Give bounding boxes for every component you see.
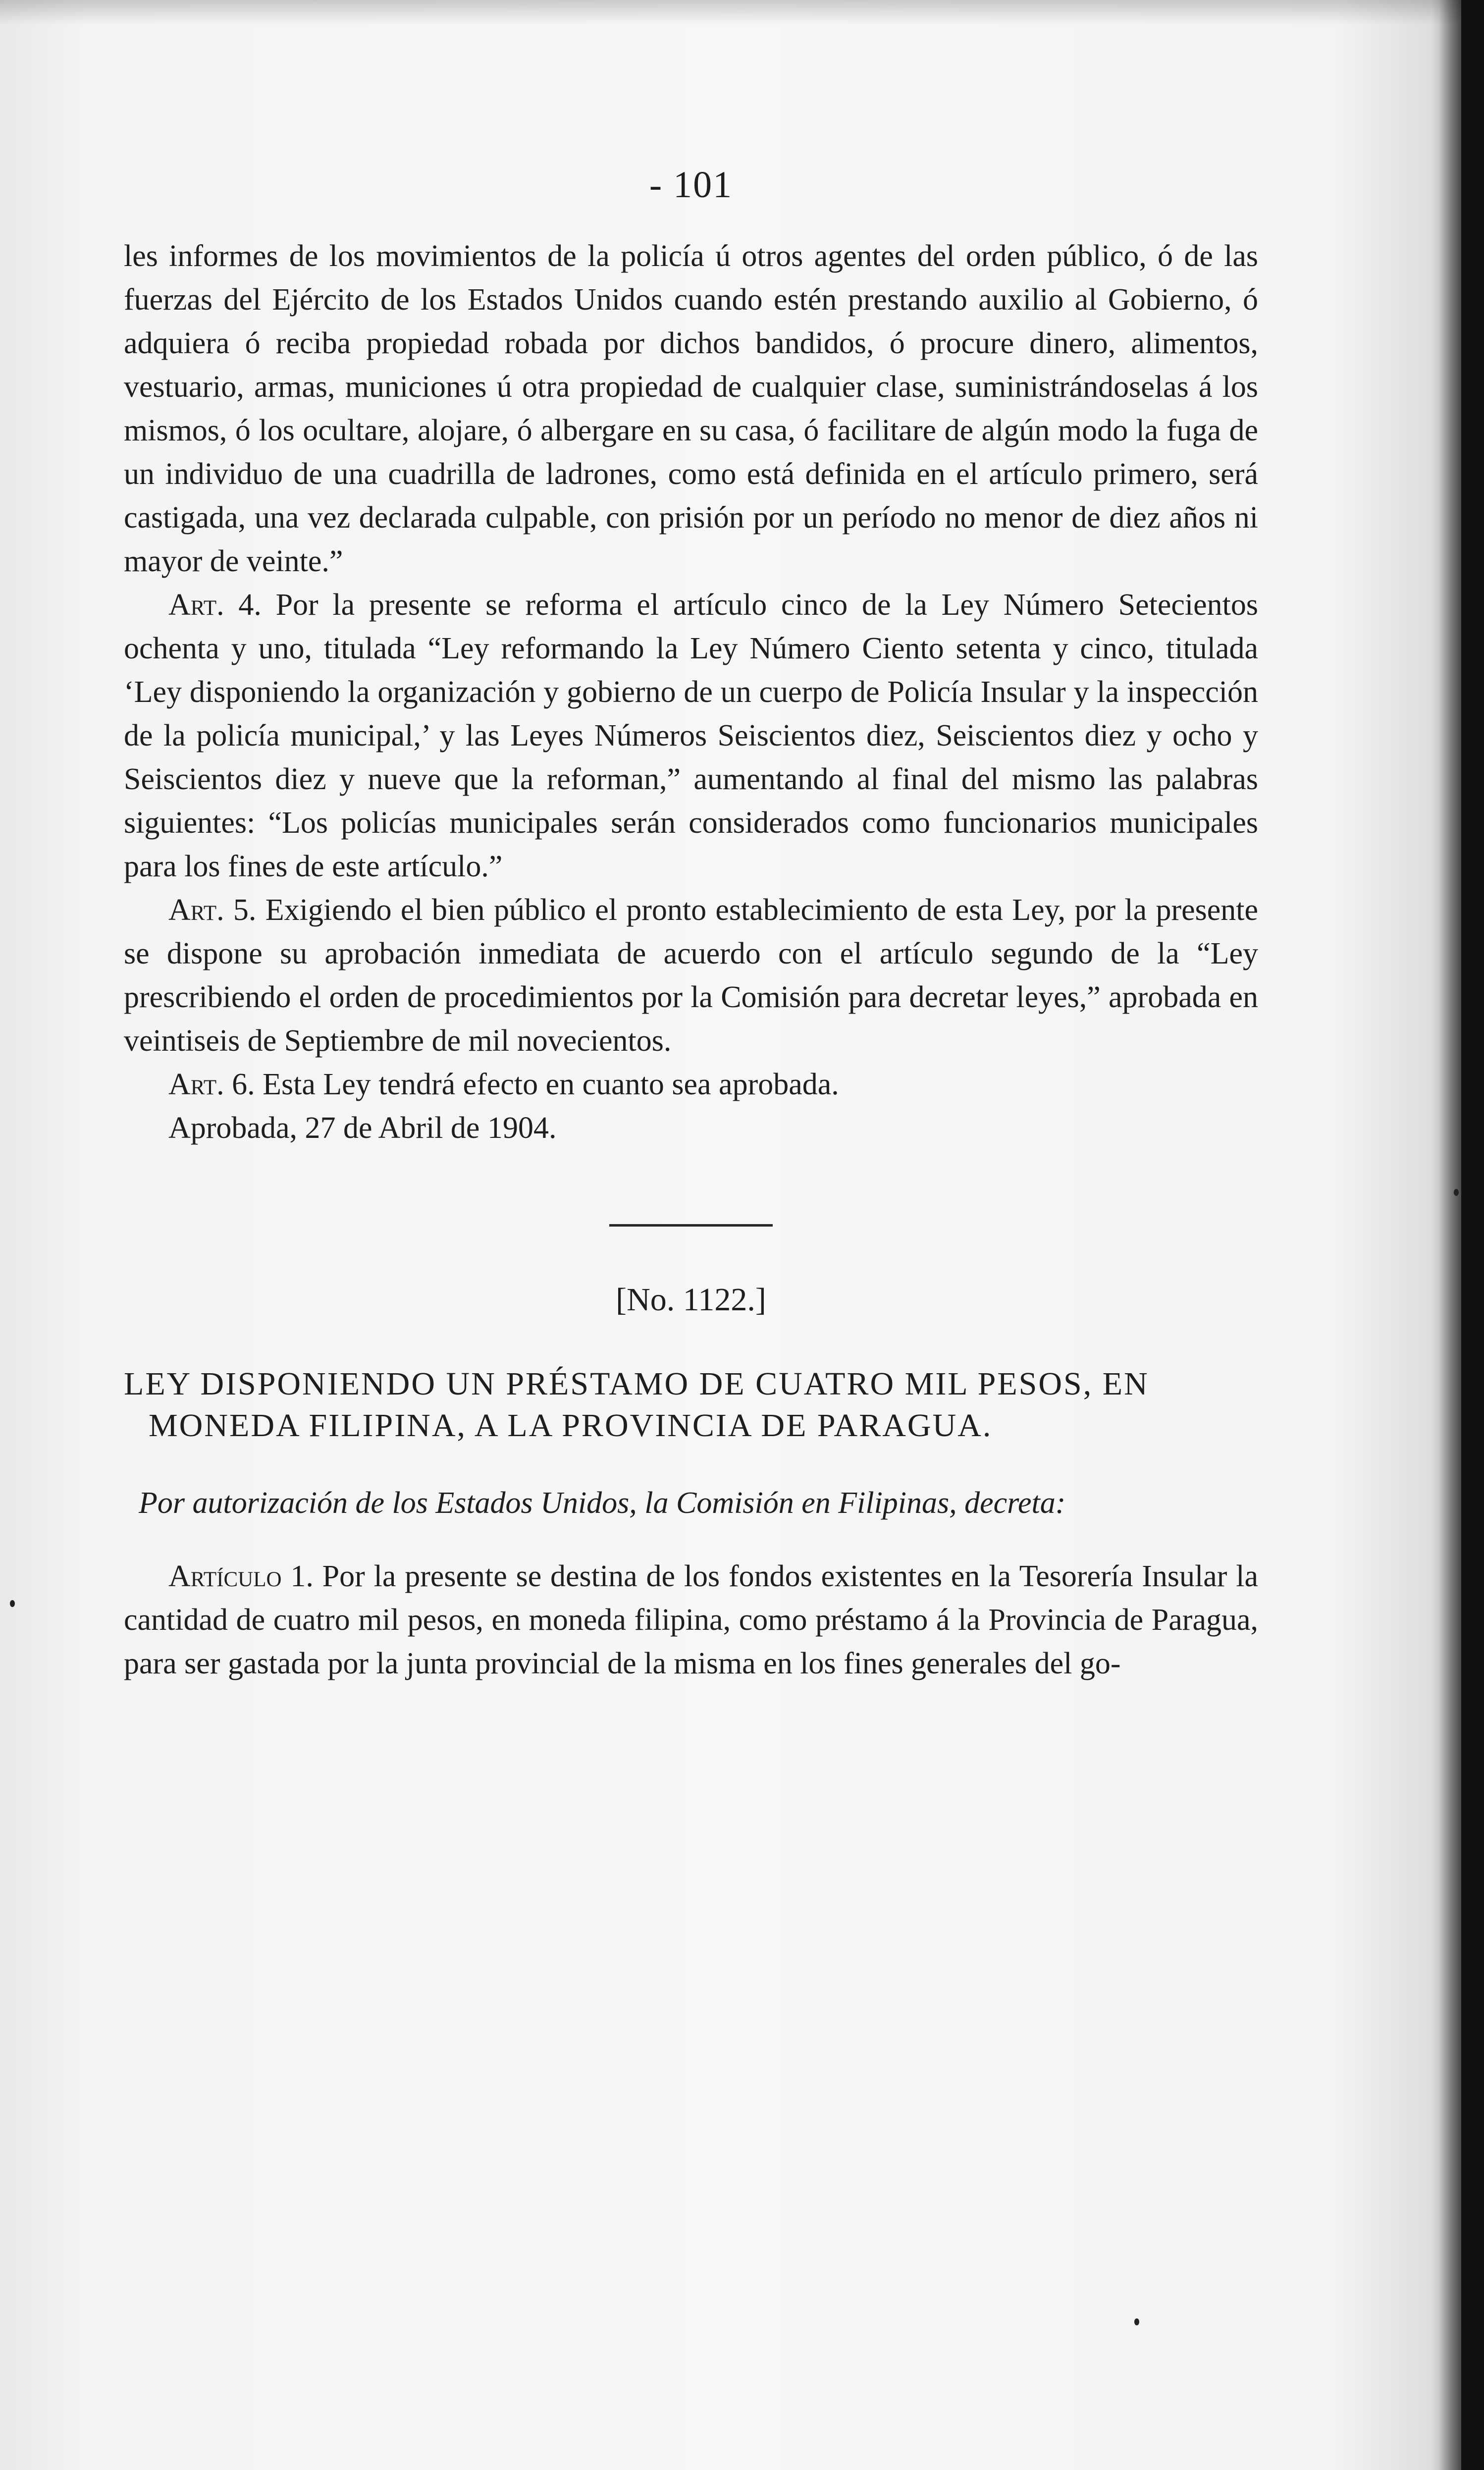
article-label: Artículo 1. <box>168 1559 314 1593</box>
enacting-clause: Por autorización de los Estados Unidos, la Comisión en Filipinas, decreta: <box>139 1486 1066 1520</box>
law-title: LEY DISPONIENDO UN PRÉSTAMO DE CUATRO MIL PESOS, EN MONEDA FILIPINA, A LA PROVINCIA DE PARAGUA. <box>124 1366 1149 1444</box>
page-number: - 101 <box>649 164 733 206</box>
scan-top-shadow <box>0 0 1484 25</box>
article-label: Art. 6. <box>168 1068 255 1101</box>
article-4 <box>124 583 1258 888</box>
article-6 <box>124 1063 1258 1106</box>
article-5 <box>124 888 1258 1063</box>
book-spine-edge <box>1461 0 1484 2470</box>
article-label: Art. 5. <box>168 893 257 927</box>
scan-speck <box>10 1600 15 1607</box>
article-text: Por la presente se destina de los fondos existentes en la Tesorería Insular la cantidad de cuatro mil pesos, en moneda filipina, como préstamo á la Provincia de Paragua, para ser gastada por la junta provincial de la misma en los fines generales del go- <box>124 1559 1259 1680</box>
paragraph-continuation <box>124 234 1258 583</box>
scan-speck <box>1454 1189 1459 1196</box>
book-gutter-shadow <box>1431 0 1461 2470</box>
article-1 <box>124 1555 1258 1685</box>
paragraph-text: les informes de los movimientos de la policía ú otros agentes del orden público, ó de las fuerzas del Ejército de los Estados Unidos cuando estén prestando auxilio al Gobierno, ó adquiera ó reciba propiedad robada por dichos bandidos, ó procure dinero, alimentos, vestuario, armas, municiones ú otra propiedad de cualquier clase, suministrándoselas á los mismos, ó los ocultare, alojare, ó albergare en su casa, ó facilitare de algún modo la fuga de un individuo de una cuadrilla de ladrones, como está definida en el artículo primero, será castigada, una vez declarada culpable, con prisión por un período no menor de diez años ni mayor de veinte.” <box>124 239 1258 578</box>
article-text: Esta Ley tendrá efecto en cuanto sea aprobada. <box>263 1068 839 1101</box>
approval-date <box>124 1106 1258 1150</box>
section-divider <box>609 1224 773 1227</box>
article-label: Art. 4. <box>168 588 262 622</box>
document-page <box>124 163 1258 1685</box>
scan-speck <box>1134 2318 1139 2325</box>
approval-text: Aprobada, 27 de Abril de 1904. <box>168 1111 557 1145</box>
article-text: Exigiendo el bien público el pronto establecimiento de esta Ley, por la presente se dispone su aprobación inmediata de acuerdo con el artículo segundo de la “Ley prescribiendo el orden de procedimientos por la Comisión para decretar leyes,” aprobada en veintiseis de Septiembre de mil novecientos. <box>124 893 1258 1058</box>
article-text: Por la presente se reforma el artículo cinco de la Ley Número Setecientos ochenta y uno, titulada “Ley reformando la Ley Número Ciento setenta y cinco, titulada ‘Ley disponiendo la organización y gobierno de un cuerpo de Policía Insular y la inspección de la policía municipal,’ y las Leyes Números Seiscientos diez, Seiscientos diez y ocho y Seiscientos diez y nueve que la reforman,” aumentando al final del mismo las palabras siguientes: “Los policías municipales serán considerados como funcionarios municipales para los fines de este artículo.” <box>124 588 1258 883</box>
law-number: [No. 1122.] <box>616 1282 766 1318</box>
